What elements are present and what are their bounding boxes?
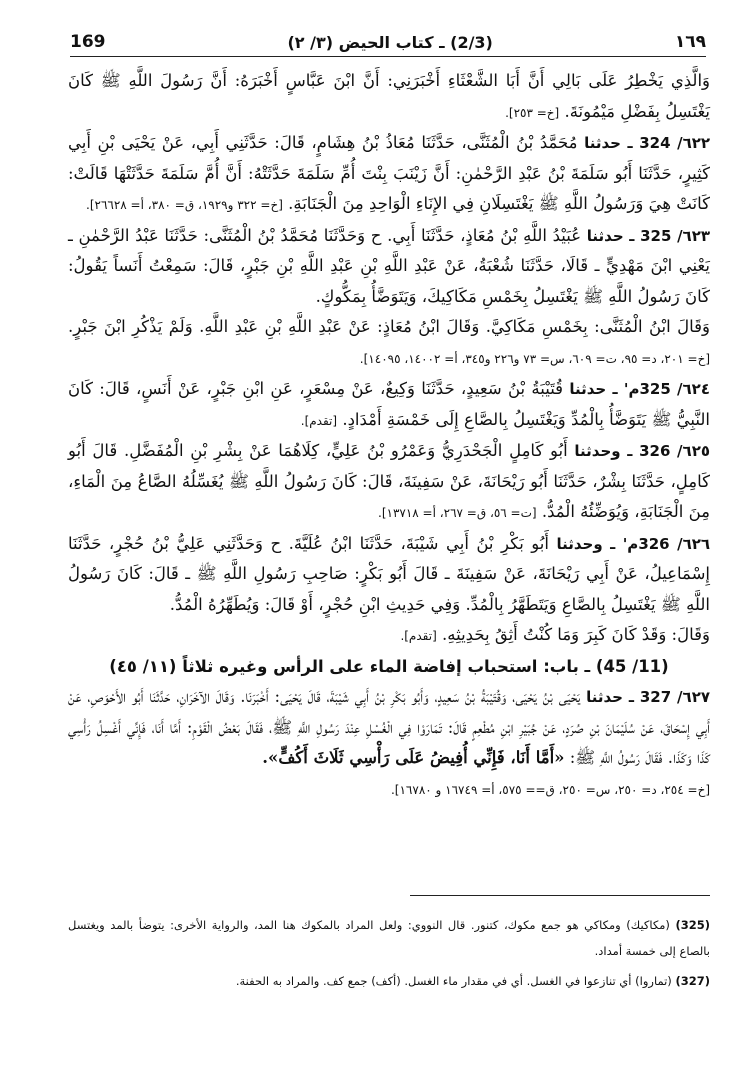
main-text xyxy=(68,66,710,805)
hadith-text: أَبُو كَامِلٍ الْجَحْدَرِيُّ وَعَمْرُو بْنُ عَلِيٍّ، كِلَاهُمَا عَنْ بِشْرِ بْنِ الْمُفَضَّلِ. قَالَ أَبُو كَامِلٍ، حَدَّثَنَا بِشْرٌ، حَدَّثَنَا أَبُو رَيْحَانَةَ، عَنْ سَفِينَةَ، قَالَ: كَانَ رَسُولُ اللَّهِ ﷺ يُغَسِّلُهُ الصَّاعُ مِنَ الْمَاءِ، مِنَ الْجَنَابَةِ، وَيُوَضِّئُهُ الْمُدُّ. xyxy=(68,441,710,521)
hadith-text: يَحْيَى بْنُ يَحْيَى، وَقُتَيْبَةُ بْنُ سَعِيدٍ، وَأَبُو بَكْرِ بْنُ أَبِي شَيْبَةَ، قَالَ يَحْيَى: أَخْبَرَنَا. وَقَالَ الآخَرَانِ، حَدَّثَنَا أَبُو الأَحْوَصِ، عَنْ أَبِي إِسْحَاقَ، عَنْ سُلَيْمَانَ بْنِ صُرَدٍ، عَنْ جُبَيْرِ ابْنِ مُطْعِمٍ قَالَ: تَمَارَوْا فِي الْغُسْلِ عِنْدَ رَسُولِ اللَّهِ ﷺ، فَقَالَ بَعْضُ الْقَوْمِ: أَمَّا أَنَا، فَإِنِّي أَغْسِلُ رَأْسِي كَذَا وَكَذَا. فَقَالَ رَسُولُ اللَّهِ ﷺ: xyxy=(68,687,710,767)
hadith-number: ٦٢٤/ 325م' xyxy=(623,380,710,398)
hadith-text: قُتَيْبَةُ بْنُ سَعِيدٍ، حَدَّثَنَا وَكِيعٌ، عَنْ مِسْعَرٍ، عَنِ ابْنِ جَبْرٍ، عَنْ أَنَسٍ، قَالَ: كَانَ النَّبِيُّ ﷺ يَتَوَضَّأُ بِالْمُدِّ وَيَغْتَسِلُ بِالصَّاعِ إِلَى خَمْسَةِ أَمْدَادٍ. xyxy=(68,379,710,429)
paragraph xyxy=(68,774,710,806)
chain-lead: ـ حدثنا xyxy=(569,380,618,398)
footnote-text: (مكاكيك) ومكاكي هو جمع مكوك، كتنور. قال النووي: ولعل المراد بالمكوك هنا المد، والرواية الأخرى: يتوضأ بالمد ويغتسل بالصاع إلى خمسة أمداد. xyxy=(68,918,710,958)
paragraph-text: وَالَّذِي يَخْطِرُ عَلَى بَالِي أَنَّ أَبَا الشَّعْثَاءِ أَخْبَرَنِي: أَنَّ ابْنَ عَبَّاسٍ أَخْبَرَهُ: أَنَّ رَسُولَ اللَّهِ ﷺ كَانَ يَغْتَسِلُ بِفَضْلِ مَيْمُونَةَ. xyxy=(68,71,710,121)
page-number-latin: 169 xyxy=(70,32,106,52)
hadith-paragraph xyxy=(68,436,710,529)
chapter-heading: (11/ 45) ـ باب: استحباب إفاضة الماء على الرأس وغيره ثلاثاً (١١/ ٤٥) xyxy=(109,656,669,676)
prophetic-quote: «أَمَّا أَنَا، فَإِنِّي أُفِيضُ عَلَى رَأْسِي ثَلَاثَ أَكُفٍّ». xyxy=(262,748,565,767)
chain-lead: ـ حدثنا xyxy=(584,134,633,152)
cross-reference: [خ= ٢٥٣]. xyxy=(505,105,560,120)
hadith-text: مُحَمَّدُ بْنُ الْمُثَنَّى، حَدَّثَنَا مُعَاذُ بْنُ هِشَامٍ، قَالَ: حَدَّثَنِي أَبِي، عَنْ يَحْيَى بْنِ أَبِي كَثِيرٍ، حَدَّثَنَا أَبُو سَلَمَةَ بْنُ عَبْدِ الرَّحْمٰنِ: أَنَّ زَيْنَبَ بِنْتَ أُمِّ سَلَمَةَ حَدَّثَتْهُ: أَنَّ أُمَّ سَلَمَةَ حَدَّثَتْهَا قَالَتْ: كَانَتْ هِيَ وَرَسُولُ اللَّهِ ﷺ يَغْتَسِلَانِ فِي الإِنَاءِ الْوَاحِدِ مِنَ الْجَنَابَةِ. xyxy=(68,133,710,213)
chain-lead: ـ حدثنا xyxy=(586,688,634,706)
footnote-number: (325) xyxy=(675,918,710,932)
cross-reference: [خ= ٣٢٢ و١٩٢٩، ق= ٣٨٠، أ= ٢٦٦٢٨]. xyxy=(86,198,283,212)
footnote xyxy=(68,968,710,994)
chain-lead: ـ وحدثنا xyxy=(556,534,616,553)
paragraph xyxy=(68,620,710,652)
footnote-text: (تماروا) أي تنازعوا في الغسل. أي في مقدار ماء الغسل. (أكف) جمع كف. والمراد به الحفنة. xyxy=(235,974,672,988)
paragraph-text: وَقَالَ: وَقَدْ كَانَ كَبِرَ وَمَا كُنْتُ أَثِقُ بِحَدِيثِهِ. xyxy=(442,625,710,644)
hadith-paragraph xyxy=(68,682,710,774)
hadith-paragraph xyxy=(68,221,710,313)
hadith-paragraph xyxy=(68,128,710,221)
cross-reference: [تقدم]. xyxy=(300,413,338,428)
paragraph xyxy=(68,66,710,128)
cross-reference: [تقدم]. xyxy=(400,629,437,643)
page-number-arabic: ١٦٩ xyxy=(674,32,706,52)
hadith-number: ٦٢٧/ 327 xyxy=(639,688,711,706)
hadith-number: ٦٢٣/ 325 xyxy=(640,226,711,245)
footnote-divider xyxy=(410,895,710,896)
footnote-number: (327) xyxy=(675,974,710,988)
hadith-number: ٦٢٢/ 324 xyxy=(639,134,711,152)
paragraph-text: وَقَالَ ابْنُ الْمُثَنَّى: بِخَمْسِ مَكَاكِيَّ. وَقَالَ ابْنُ مُعَاذٍ: عَنْ عَبْدِ اللَّهِ بْنِ عَبْدِ اللَّهِ. وَلَمْ يَذْكُرِ ابْنَ جَبْرٍ. xyxy=(68,317,710,336)
hadith-text: عُبَيْدُ اللَّهِ بْنُ مُعَاذٍ، حَدَّثَنَا أَبِي. ح وَحَدَّثَنَا مُحَمَّدُ بْنُ الْمُثَنَّى: حَدَّثَنَا عَبْدُ الرَّحْمٰنِ ـ يَعْنِي ابْنَ مَهْدِيٍّ ـ قَالَا، حَدَّثَنَا شُعْبَةُ، عَنْ عَبْدِ اللَّهِ بْنِ عَبْدِ اللَّهِ بْنِ جَبْرٍ، قَالَ: سَمِعْتُ أَنَساً يَقُولُ: كَانَ رَسُولُ اللَّهِ ﷺ يَغْتَسِلُ بِخَمْسِ مَكَاكِيكَ، وَيَتَوَضَّأُ بِمَكُّوكٍ. xyxy=(68,225,710,306)
cross-reference: [خ= ٢٠١، د= ٩٥، ت= ٦٠٩، س= ٧٣ و٢٢٦ و٣٤٥، أ= ١٤٠٠٢، ١٤٠٩٥]. xyxy=(359,351,710,366)
hadith-number: ٦٢٥/ 326 xyxy=(639,442,711,460)
page-header xyxy=(70,28,706,57)
hadith-paragraph xyxy=(68,374,710,436)
chain-lead: ـ وحدثنا xyxy=(574,442,633,460)
hadith-text: أَبُو بَكْرِ بْنُ أَبِي شَيْبَةَ، حَدَّثَنَا ابْنُ عُلَيَّةَ. ح وَحَدَّثَنِي عَلِيُّ بْنُ حُجْرٍ، حَدَّثَنَا إِسْمَاعِيلُ، عَنْ أَبِي رَيْحَانَةَ، عَنْ سَفِينَةَ ـ قَالَ أَبُو بَكْرٍ: صَاحِبِ رَسُولِ اللَّهِ ﷺ ـ قَالَ: كَانَ رَسُولُ اللَّهِ ﷺ يَغْتَسِلُ بِالصَّاعِ وَيَتَطَهَّرُ بِالْمُدِّ. وَفِي حَدِيثِ ابْنِ حُجْرٍ، أَوْ قَالَ: وَيُطَهِّرُهُ الْمُدُّ. xyxy=(68,533,710,614)
cross-reference: [ت= ٥٦، ق= ٢٦٧، أ= ١٣٧١٨]. xyxy=(378,506,537,520)
paragraph xyxy=(68,312,710,374)
cross-reference: [خ= ٢٥٤، د= ٢٥٠، س= ٢٥٠، ق== ٥٧٥، أ= ١٦٧٤٩ و ١٦٧٨٠]. xyxy=(390,782,710,797)
running-title: (2/3) ـ كتاب الحيض (٣/ ٢) xyxy=(287,32,493,52)
hadith-number: ٦٢٦/ 326م' xyxy=(622,534,711,553)
footnotes xyxy=(68,912,710,998)
footnote xyxy=(68,912,710,964)
hadith-paragraph xyxy=(68,529,710,621)
chain-lead: ـ حدثنا xyxy=(586,226,635,245)
